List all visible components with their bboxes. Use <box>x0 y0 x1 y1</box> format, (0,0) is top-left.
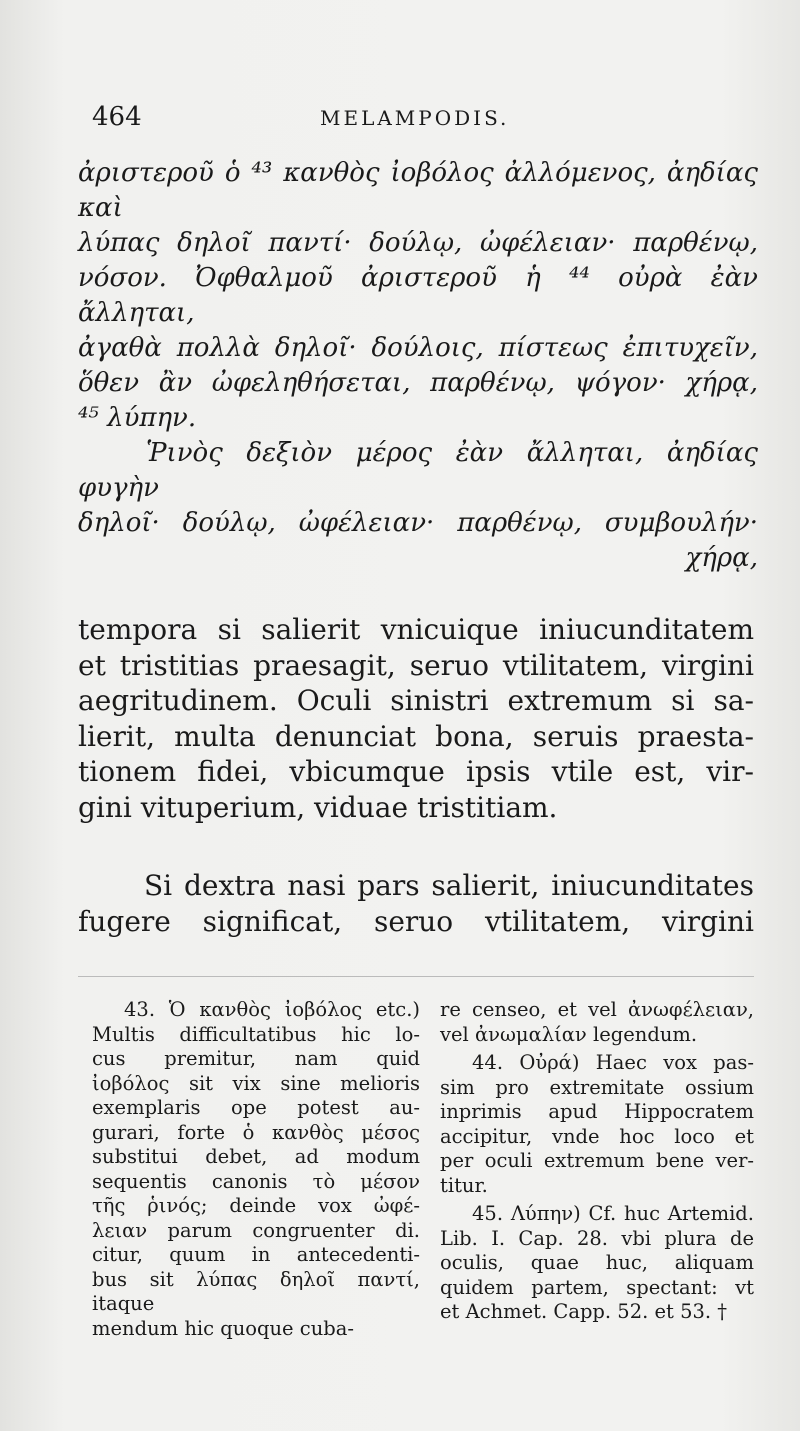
footnote-line: 44. Οὐρά) Haec vox pas- <box>472 1051 754 1074</box>
footnote-line: λειαν parum congruenter di. <box>92 1218 420 1242</box>
greek-line: ⁴⁵ λύπην. <box>78 403 197 433</box>
greek-line: δηλοῖ· δούλῳ, ὠφέλειαν· παρθένῳ, συμβουλήν· <box>78 508 758 538</box>
latin-paragraph-1 <box>78 612 754 825</box>
greek-line: Ῥινὸς δεξιὸν μέρος ἐὰν ἄλληται, ἀηδίας φυγὴν <box>78 438 758 503</box>
page-number: 464 <box>92 102 142 132</box>
latin-line: tionem fidei, vbicumque ipsis vtile est, vir- <box>78 755 754 788</box>
latin-line: aegritudinem. Oculi sinistri extremum si sa- <box>78 684 754 717</box>
footnote-line: oculis, quae huc, aliquam <box>440 1251 754 1274</box>
footnote-line: 43. Ὁ κανθὸς ἰοβόλος etc.) <box>124 998 420 1021</box>
page-header <box>92 102 712 138</box>
latin-line: lierit, multa denunciat bona, seruis praesta- <box>78 719 754 753</box>
footnote-line: τῆς ῥινός; deinde vox ὠφέ- <box>92 1194 420 1217</box>
greek-paragraph-1 <box>78 156 758 436</box>
footnote-line: re censeo, et vel ἀνωφέλειαν, <box>440 998 754 1021</box>
greek-line: νόσον. Ὀφθαλμοῦ ἀριστεροῦ ἡ ⁴⁴ οὐρὰ ἐὰν ἄλληται, <box>78 263 758 328</box>
footnote-line: sim pro extremitate ossium <box>440 1075 754 1099</box>
greek-line: ἀγαθὰ πολλὰ δηλοῖ· δούλοις, πίστεως ἐπιτυχεῖν, <box>78 333 758 363</box>
footnote-line: gurari, forte ὁ κανθὸς μέσος <box>92 1120 420 1144</box>
footnote-line: bus sit λύπας δηλοῖ παντί, itaque <box>92 1267 420 1315</box>
footnotes-right-column <box>440 998 754 1325</box>
greek-paragraph-2 <box>78 436 758 576</box>
footnote-line: 45. Λύπην) Cf. huc Artemid. <box>472 1202 754 1225</box>
footnote-line: quidem partem, spectant: vt <box>440 1275 754 1299</box>
footnote-line: Lib. I. Cap. 28. vbi plura de <box>440 1226 754 1250</box>
footnote-line: mendum hic quoque cuba- <box>92 1316 354 1340</box>
footnote-line: cus premitur, nam quid <box>92 1047 420 1070</box>
latin-line: et tristitias praesagit, seruo vtilitatem, virgini <box>78 648 754 682</box>
footnote-line: sequentis canonis τὸ μέσον <box>92 1169 420 1193</box>
latin-line: gini vituperium, viduae tristitiam. <box>78 790 558 824</box>
footnote-line: Multis difficultatibus hic lo- <box>92 1022 420 1046</box>
footnote-line: vel ἀνωμαλίαν legendum. <box>440 1022 698 1046</box>
greek-line: ὅθεν ἂν ὠφεληθήσεται, παρθένῳ, ψόγον· χήρᾳ, <box>78 368 758 398</box>
footnote-line: ἰοβόλος sit vix sine melioris <box>92 1071 420 1095</box>
latin-line: tempora si salierit vnicuique iniucunditatem <box>78 613 754 646</box>
running-head: MELAMPODIS. <box>320 106 510 130</box>
footnote-line: citur, quum in antecedenti- <box>92 1243 420 1266</box>
footnote-line: inprimis apud Hippocratem <box>440 1100 754 1123</box>
footnote-line: accipitur, vnde hoc loco et <box>440 1124 754 1148</box>
greek-line: λύπας δηλοῖ παντί· δούλῳ, ὠφέλειαν· παρθένῳ, <box>78 228 758 258</box>
greek-line: ἀριστεροῦ ὁ ⁴³ κανθὸς ἰοβόλος ἀλλόμενος, ἀηδίας καὶ <box>78 158 758 223</box>
latin-line: Si dextra nasi pars salierit, iniucunditates <box>144 869 754 902</box>
footnote-line: exemplaris ope potest au- <box>92 1096 420 1119</box>
footnote-line: per oculi extremum bene ver- <box>440 1149 754 1172</box>
footnotes-left-column <box>92 998 420 1341</box>
latin-line: fugere significat, seruo vtilitatem, virgini <box>78 904 754 938</box>
footnote-line: substitui debet, ad modum <box>92 1145 420 1168</box>
footnote-line: titur. <box>440 1173 488 1197</box>
greek-line: χήρᾳ, <box>685 543 758 573</box>
footnote-line: et Achmet. Capp. 52. et 53. † <box>440 1300 728 1323</box>
footnote-divider <box>78 976 754 977</box>
latin-paragraph-2 <box>78 868 754 939</box>
